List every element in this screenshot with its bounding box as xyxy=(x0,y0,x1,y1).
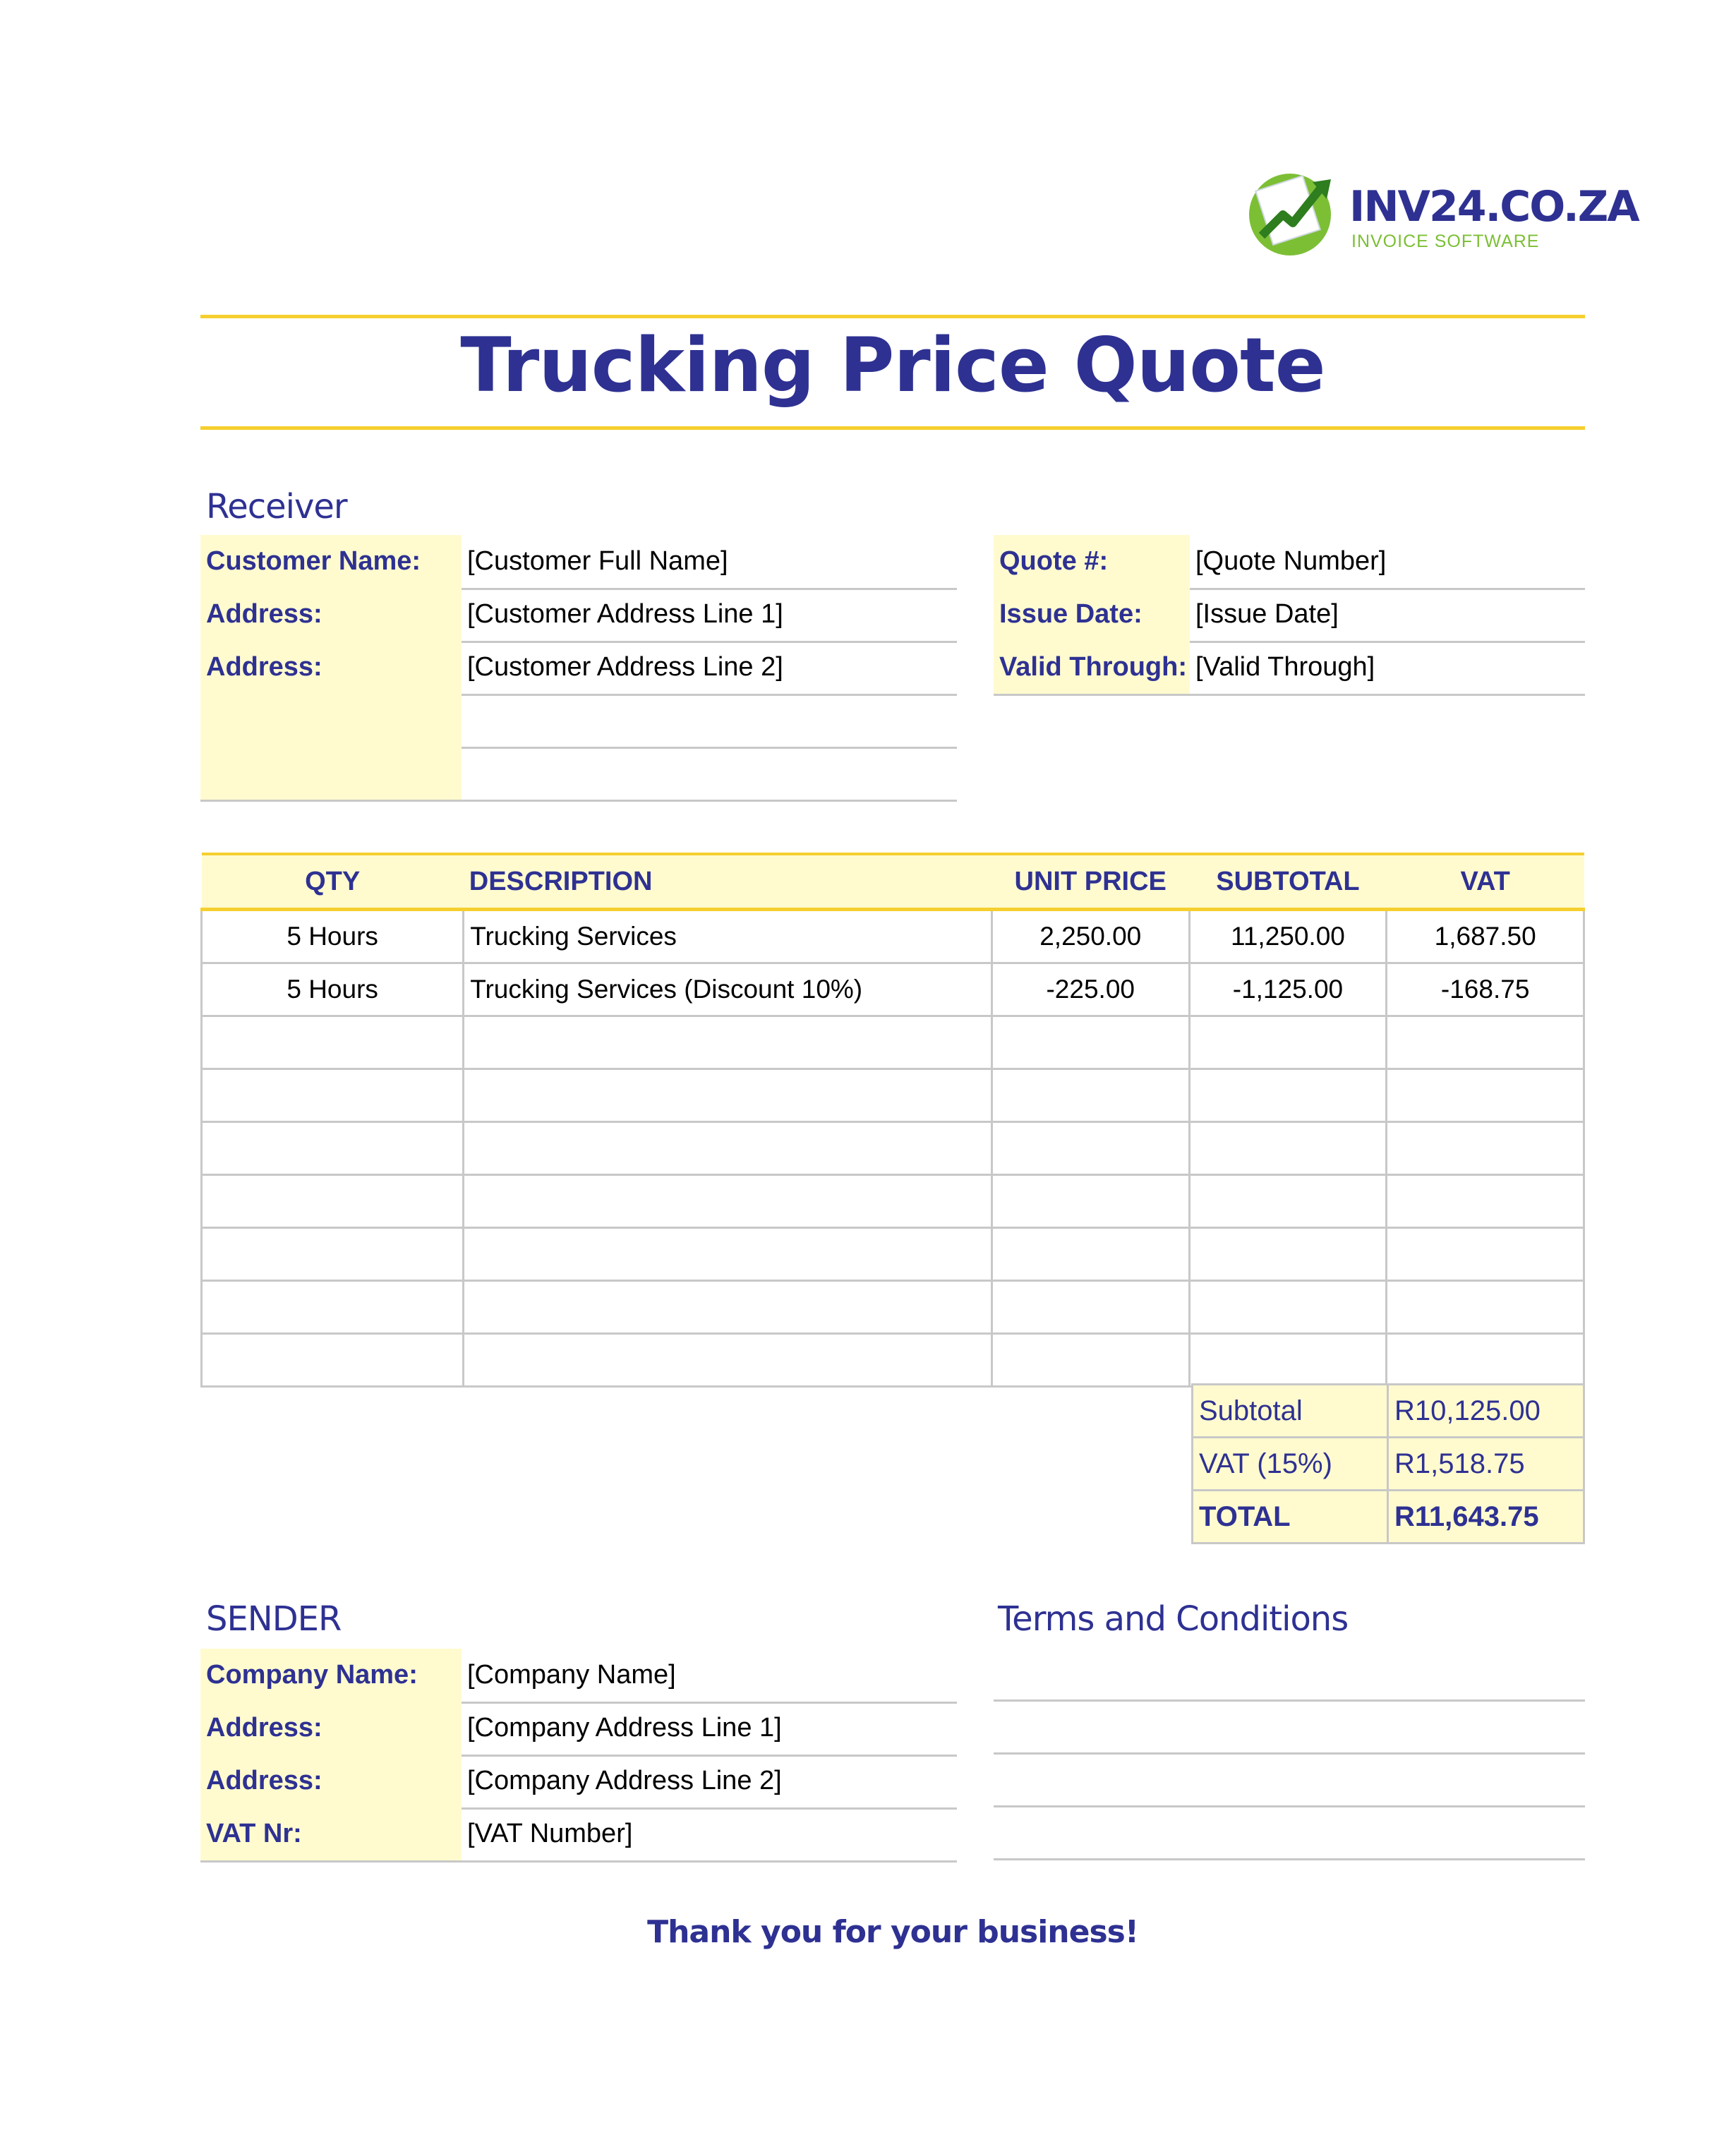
receiver-value[interactable]: [Customer Full Name] xyxy=(467,546,728,576)
quote-info-value[interactable]: [Issue Date] xyxy=(1195,599,1339,629)
qty-cell[interactable] xyxy=(202,1016,464,1069)
qty-cell[interactable] xyxy=(202,1228,464,1281)
quote-info-label: Valid Through: xyxy=(994,641,1190,694)
sender-row xyxy=(200,1649,957,1704)
title-top-rule xyxy=(200,315,1585,318)
qty-cell[interactable] xyxy=(202,1334,464,1387)
vat-cell[interactable] xyxy=(1387,1175,1584,1228)
qty-cell[interactable]: 5 Hours xyxy=(202,963,464,1016)
receiver-label: Customer Name: xyxy=(200,535,462,588)
vat-cell[interactable] xyxy=(1387,1016,1584,1069)
vat-header: VAT xyxy=(1387,854,1584,910)
unit-price-cell[interactable]: -225.00 xyxy=(991,963,1189,1016)
sender-heading: SENDER xyxy=(206,1599,342,1639)
table-row xyxy=(202,1175,1584,1228)
qty-cell[interactable] xyxy=(202,1122,464,1175)
vat-value: R1,518.75 xyxy=(1388,1438,1584,1491)
subtotal-cell[interactable] xyxy=(1189,1122,1387,1175)
qty-cell[interactable] xyxy=(202,1069,464,1122)
title-bottom-rule xyxy=(200,426,1585,430)
description-cell[interactable]: Trucking Services (Discount 10%) xyxy=(464,963,992,1016)
vat-cell[interactable] xyxy=(1387,1122,1584,1175)
unit-price-cell[interactable] xyxy=(991,1175,1189,1228)
quote-info-row xyxy=(994,535,1585,590)
subtotal-header: SUBTOTAL xyxy=(1189,854,1387,910)
description-header: DESCRIPTION xyxy=(464,854,992,910)
subtotal-cell[interactable] xyxy=(1189,1281,1387,1334)
vat-cell[interactable] xyxy=(1387,1228,1584,1281)
unit-price-cell[interactable] xyxy=(991,1122,1189,1175)
unit-price-cell[interactable] xyxy=(991,1334,1189,1387)
sender-value[interactable]: [Company Name] xyxy=(467,1660,676,1690)
sender-row xyxy=(200,1755,957,1810)
description-cell[interactable] xyxy=(464,1016,992,1069)
unit-price-cell[interactable]: 2,250.00 xyxy=(991,910,1189,963)
receiver-row xyxy=(200,641,957,696)
qty-cell[interactable]: 5 Hours xyxy=(202,910,464,963)
subtotal-cell[interactable]: 11,250.00 xyxy=(1189,910,1387,963)
page-title: Trucking Price Quote xyxy=(460,322,1325,409)
logo-brand-text: INV24.CO.ZA xyxy=(1349,182,1639,231)
terms-line[interactable] xyxy=(994,1752,1585,1755)
vat-cell[interactable] xyxy=(1387,1069,1584,1122)
receiver-row xyxy=(200,535,957,590)
table-row xyxy=(202,1122,1584,1175)
sender-value[interactable]: [VAT Number] xyxy=(467,1819,633,1848)
subtotal-cell[interactable] xyxy=(1189,1334,1387,1387)
receiver-value[interactable]: [Customer Address Line 1] xyxy=(467,599,783,629)
quote-info-value[interactable]: [Quote Number] xyxy=(1195,546,1387,576)
terms-line[interactable] xyxy=(994,1858,1585,1860)
receiver-value[interactable]: [Customer Address Line 2] xyxy=(467,652,783,682)
description-cell[interactable] xyxy=(464,1281,992,1334)
sender-label: Address: xyxy=(200,1702,462,1755)
receiver-value[interactable] xyxy=(462,694,467,747)
subtotal-cell[interactable] xyxy=(1189,1069,1387,1122)
quote-info-row xyxy=(994,641,1585,696)
subtotal-cell[interactable]: -1,125.00 xyxy=(1189,963,1387,1016)
description-cell[interactable] xyxy=(464,1228,992,1281)
table-row xyxy=(202,1069,1584,1122)
vat-cell[interactable]: -168.75 xyxy=(1387,963,1584,1016)
receiver-label: Address: xyxy=(200,641,462,694)
table-row xyxy=(202,1281,1584,1334)
subtotal-label: Subtotal xyxy=(1193,1385,1388,1438)
unit-price-cell[interactable] xyxy=(991,1016,1189,1069)
terms-heading: Terms and Conditions xyxy=(998,1599,1349,1639)
subtotal-value: R10,125.00 xyxy=(1388,1385,1584,1438)
thank-you-note: Thank you for your business! xyxy=(647,1914,1138,1950)
quote-info-row xyxy=(994,588,1585,643)
logo-graph-icon xyxy=(1242,167,1341,258)
vat-cell[interactable]: 1,687.50 xyxy=(1387,910,1584,963)
items-header-row xyxy=(202,854,1584,910)
quote-info-value[interactable]: [Valid Through] xyxy=(1195,652,1375,682)
sender-value[interactable]: [Company Address Line 1] xyxy=(467,1713,782,1743)
table-row xyxy=(202,1228,1584,1281)
description-cell[interactable] xyxy=(464,1122,992,1175)
unit-price-cell[interactable] xyxy=(991,1281,1189,1334)
sender-label: Company Name: xyxy=(200,1649,462,1702)
vat-cell[interactable] xyxy=(1387,1334,1584,1387)
table-row xyxy=(202,1334,1584,1387)
items-table xyxy=(200,853,1585,1388)
receiver-value[interactable] xyxy=(462,747,467,800)
company-logo xyxy=(1242,167,1639,258)
qty-cell[interactable] xyxy=(202,1175,464,1228)
logo-tagline: INVOICE SOFTWARE xyxy=(1351,231,1540,251)
receiver-label xyxy=(200,747,462,800)
receiver-row xyxy=(200,588,957,643)
description-cell[interactable] xyxy=(464,1334,992,1387)
subtotal-cell[interactable] xyxy=(1189,1175,1387,1228)
vat-cell[interactable] xyxy=(1387,1281,1584,1334)
description-cell[interactable] xyxy=(464,1175,992,1228)
receiver-row xyxy=(200,694,957,749)
qty-cell[interactable] xyxy=(202,1281,464,1334)
receiver-heading: Receiver xyxy=(206,487,347,527)
sender-label: Address: xyxy=(200,1755,462,1807)
sender-label: VAT Nr: xyxy=(200,1807,462,1860)
total-row xyxy=(1193,1491,1584,1544)
totals-table xyxy=(1191,1383,1585,1544)
receiver-label xyxy=(200,694,462,747)
table-row xyxy=(202,963,1584,1016)
vat-row xyxy=(1193,1438,1584,1491)
sender-row xyxy=(200,1807,957,1863)
sender-value[interactable]: [Company Address Line 2] xyxy=(467,1766,782,1795)
subtotal-cell[interactable] xyxy=(1189,1016,1387,1069)
receiver-row xyxy=(200,747,957,802)
subtotal-row xyxy=(1193,1385,1584,1438)
description-cell[interactable]: Trucking Services xyxy=(464,910,992,963)
terms-line[interactable] xyxy=(994,1699,1585,1702)
unit-price-header: UNIT PRICE xyxy=(991,854,1189,910)
sender-row xyxy=(200,1702,957,1757)
unit-price-cell[interactable] xyxy=(991,1069,1189,1122)
description-cell[interactable] xyxy=(464,1069,992,1122)
table-row xyxy=(202,1016,1584,1069)
quote-info-label: Quote #: xyxy=(994,535,1190,588)
quote-info-label: Issue Date: xyxy=(994,588,1190,641)
subtotal-cell[interactable] xyxy=(1189,1228,1387,1281)
terms-line[interactable] xyxy=(994,1805,1585,1807)
unit-price-cell[interactable] xyxy=(991,1228,1189,1281)
qty-header: QTY xyxy=(202,854,464,910)
total-value: R11,643.75 xyxy=(1388,1491,1584,1544)
table-row xyxy=(202,910,1584,963)
receiver-label: Address: xyxy=(200,588,462,641)
total-label: TOTAL xyxy=(1193,1491,1388,1544)
vat-label: VAT (15%) xyxy=(1193,1438,1388,1491)
